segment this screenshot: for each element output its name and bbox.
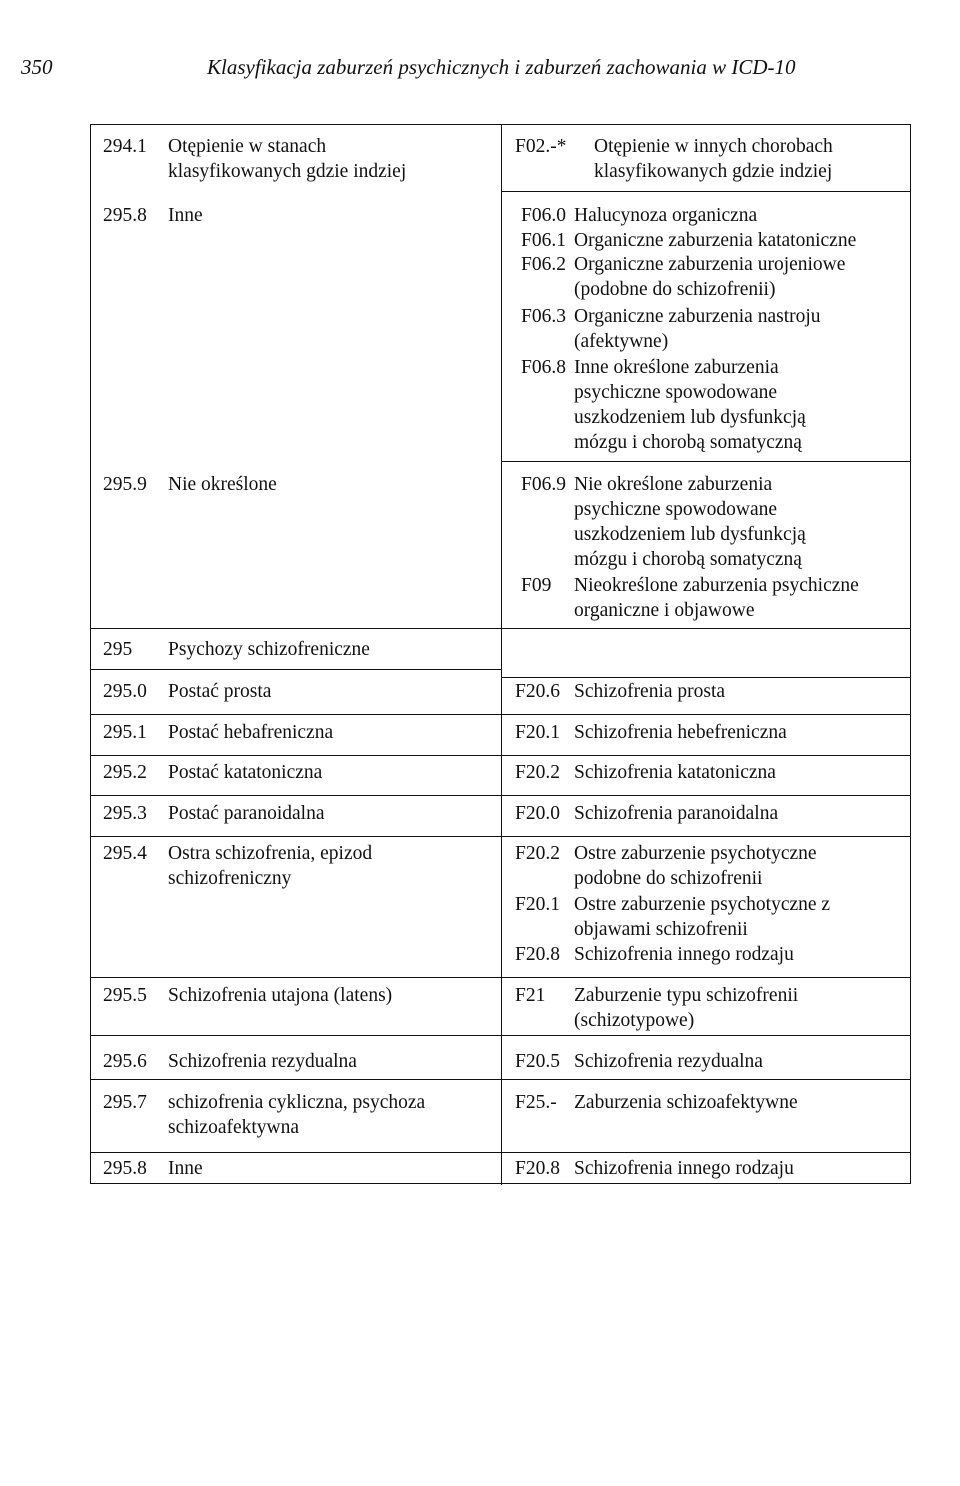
icd10-name: Inne określone zaburzenia bbox=[574, 357, 779, 378]
icd10-name-cont: uszkodzeniem lub dysfunkcją bbox=[574, 524, 806, 545]
icd10-name: Schizofrenia prosta bbox=[574, 681, 726, 702]
icd10-code: F02.-* bbox=[515, 136, 567, 157]
icd10-name: Nieokreślone zaburzenia psychiczne bbox=[574, 575, 859, 596]
icd10-code: F20.1 bbox=[515, 894, 560, 915]
icd10-name: Schizofrenia hebefreniczna bbox=[574, 722, 787, 743]
icd10-name: Ostre zaburzenie psychotyczne bbox=[574, 843, 817, 864]
icd9-name-cont: klasyfikowanych gdzie indziej bbox=[168, 161, 407, 182]
icd10-name: Organiczne zaburzenia katatoniczne bbox=[574, 230, 857, 251]
icd10-name: Schizofrenia rezydualna bbox=[574, 1051, 763, 1072]
icd10-name: Organiczne zaburzenia urojeniowe bbox=[574, 254, 846, 275]
icd10-code: F20.2 bbox=[515, 762, 560, 783]
icd10-code: F06.1 bbox=[521, 230, 566, 251]
row-divider bbox=[91, 836, 911, 837]
icd10-code: F20.0 bbox=[515, 803, 560, 824]
icd10-name-cont: (afektywne) bbox=[574, 331, 669, 352]
icd9-code: 295.1 bbox=[103, 722, 147, 743]
icd10-code: F20.2 bbox=[515, 843, 560, 864]
icd10-name-cont: (podobne do schizofrenii) bbox=[574, 279, 776, 300]
icd10-name: Schizofrenia innego rodzaju bbox=[574, 1158, 794, 1179]
icd9-name: Schizofrenia utajona (latens) bbox=[168, 985, 393, 1006]
icd9-name: Schizofrenia rezydualna bbox=[168, 1051, 357, 1072]
icd9-code: 295.4 bbox=[103, 843, 147, 864]
icd10-code: F21 bbox=[515, 985, 546, 1006]
icd9-name: Nie określone bbox=[168, 474, 277, 495]
running-title: Klasyfikacja zaburzeń psychicznych i zaburzeń zachowania w ICD-10 bbox=[207, 55, 796, 79]
icd9-name: Postać paranoidalna bbox=[168, 803, 325, 824]
icd9-code: 295.2 bbox=[103, 762, 147, 783]
icd10-code: F06.2 bbox=[521, 254, 566, 275]
icd9-code: 294.1 bbox=[103, 136, 147, 157]
icd10-code: F06.9 bbox=[521, 474, 566, 495]
icd10-name-cont: mózgu i chorobą somatyczną bbox=[574, 549, 802, 570]
icd9-name: schizofrenia cykliczna, psychoza bbox=[168, 1092, 426, 1113]
icd10-name: Ostre zaburzenie psychotyczne z bbox=[574, 894, 831, 915]
icd10-code: F20.8 bbox=[515, 944, 560, 965]
icd9-name: Postać hebafreniczna bbox=[168, 722, 334, 743]
icd9-code: 295.8 bbox=[103, 1158, 147, 1179]
icd9-name: Postać prosta bbox=[168, 681, 272, 702]
row-divider bbox=[91, 1152, 911, 1153]
icd10-code: F06.3 bbox=[521, 306, 566, 327]
icd10-code: F06.0 bbox=[521, 205, 566, 226]
icd10-code: F20.8 bbox=[515, 1158, 560, 1179]
icd10-code: F09 bbox=[521, 575, 552, 596]
icd9-code: 295 bbox=[103, 639, 133, 660]
icd10-code: F25.- bbox=[515, 1092, 557, 1113]
icd9-name: Otępienie w stanach bbox=[168, 136, 327, 157]
icd10-name-cont: psychiczne spowodowane bbox=[574, 382, 778, 403]
icd10-name: Nie określone zaburzenia bbox=[574, 474, 773, 495]
icd10-name-cont: uszkodzeniem lub dysfunkcją bbox=[574, 407, 806, 428]
icd9-code: 295.9 bbox=[103, 474, 147, 495]
icd10-name: Schizofrenia innego rodzaju bbox=[574, 944, 794, 965]
icd10-code: F20.6 bbox=[515, 681, 560, 702]
icd9-code: 295.6 bbox=[103, 1051, 147, 1072]
icd9-name-cont: schizoafektywna bbox=[168, 1117, 300, 1138]
row-divider bbox=[91, 714, 911, 715]
icd9-code: 295.8 bbox=[103, 205, 147, 226]
icd10-name: Organiczne zaburzenia nastroju bbox=[574, 306, 821, 327]
row-divider bbox=[91, 1035, 911, 1036]
icd10-name: Otępienie w innych chorobach bbox=[594, 136, 833, 157]
icd10-name: Schizofrenia paranoidalna bbox=[574, 803, 779, 824]
icd10-code: F20.1 bbox=[515, 722, 560, 743]
row-divider bbox=[91, 628, 911, 629]
row-divider bbox=[91, 795, 911, 796]
icd10-name-cont: klasyfikowanych gdzie indziej bbox=[594, 161, 833, 182]
row-divider bbox=[91, 755, 911, 756]
icd10-name: Schizofrenia katatoniczna bbox=[574, 762, 776, 783]
icd9-name-cont: schizofreniczny bbox=[168, 868, 292, 889]
icd10-code: F06.8 bbox=[521, 357, 566, 378]
icd9-name: Ostra schizofrenia, epizod bbox=[168, 843, 373, 864]
icd10-name-cont: podobne do schizofrenii bbox=[574, 868, 763, 889]
icd9-name: Psychozy schizofreniczne bbox=[168, 639, 370, 660]
icd10-name-cont: (schizotypowe) bbox=[574, 1010, 695, 1031]
icd10-name-cont: psychiczne spowodowane bbox=[574, 499, 778, 520]
icd10-name: Zaburzenie typu schizofrenii bbox=[574, 985, 799, 1006]
icd9-name: Inne bbox=[168, 205, 203, 226]
icd10-name: Zaburzenia schizoafektywne bbox=[574, 1092, 798, 1113]
icd9-code: 295.0 bbox=[103, 681, 147, 702]
icd9-code: 295.3 bbox=[103, 803, 147, 824]
page-number: 350 bbox=[21, 55, 53, 79]
icd9-name: Postać katatoniczna bbox=[168, 762, 323, 783]
icd10-name-cont: objawami schizofrenii bbox=[574, 919, 748, 940]
icd10-name: Halucynoza organiczna bbox=[574, 205, 758, 226]
icd9-code: 295.5 bbox=[103, 985, 147, 1006]
column-divider bbox=[501, 124, 502, 1185]
row-divider bbox=[91, 977, 911, 978]
icd9-code: 295.7 bbox=[103, 1092, 147, 1113]
row-divider bbox=[501, 461, 911, 462]
row-divider bbox=[501, 677, 911, 678]
row-divider bbox=[91, 669, 501, 670]
classification-table bbox=[90, 124, 911, 1184]
icd10-name-cont: organiczne i objawowe bbox=[574, 600, 755, 621]
icd10-code: F20.5 bbox=[515, 1051, 560, 1072]
icd10-name-cont: mózgu i chorobą somatyczną bbox=[574, 432, 802, 453]
row-divider bbox=[501, 191, 911, 192]
row-divider bbox=[91, 1079, 911, 1080]
icd9-name: Inne bbox=[168, 1158, 203, 1179]
